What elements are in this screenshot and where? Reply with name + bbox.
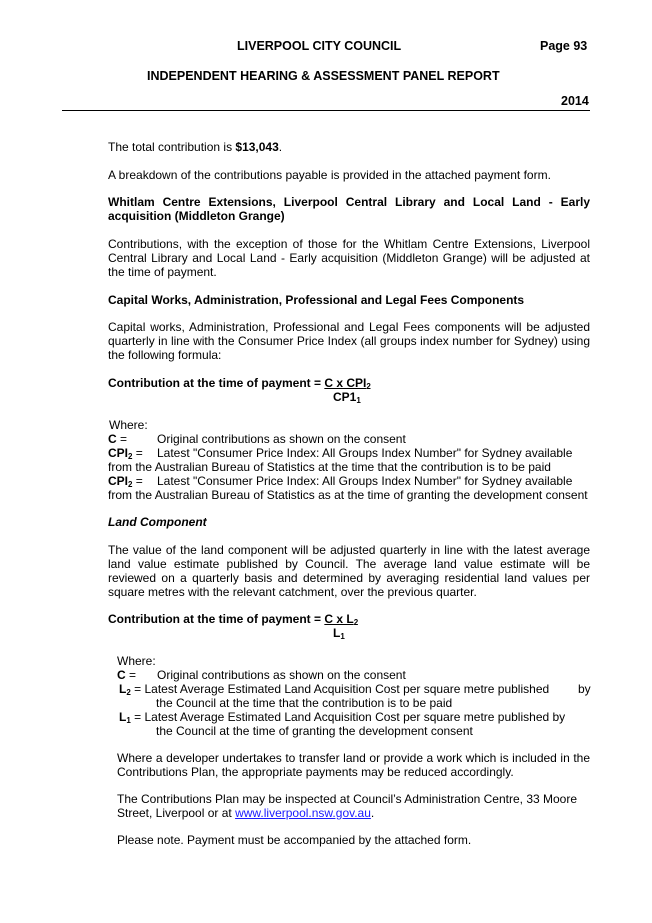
def2-l2 <box>119 682 549 696</box>
def2-l2-sub: 2 <box>126 688 131 697</box>
def-cpi2-text1: Latest "Consumer Price Index: All Groups Index Number" for Sydney available <box>157 446 573 460</box>
def-cpi1-eq: = <box>132 474 143 488</box>
capital-text: Capital works, Administration, Professional and Legal Fees components will be adjusted quarterly in line with the Consumer Price Index (all groups index number for Sydney) using the following formula: <box>108 320 590 362</box>
formula-cpi-label: Contribution at the time of payment = <box>108 376 325 390</box>
formula-cpi-num-sub: 2 <box>366 382 371 391</box>
breakdown-text: A breakdown of the contributions payable is provided in the attached payment form. <box>108 168 551 182</box>
payment-note: Please note. Payment must be accompanied by the attached form. <box>117 833 472 847</box>
where-label-2: Where: <box>117 654 156 668</box>
formula-cpi <box>108 376 371 390</box>
formula-cpi-den-sub: 1 <box>356 396 361 405</box>
formula-land-numerator <box>324 612 358 626</box>
def2-l1-text2: the Council at the time of granting the development consent <box>156 724 473 738</box>
total-amount: $13,043 <box>235 140 279 154</box>
whitlam-text: Contributions, with the exception of those for the Whitlam Centre Extensions, Liverpool Central Library and Local Land - Early acquisition (Middleton Grange) will be adjusted at the time of payment. <box>108 237 590 279</box>
def2-l2-text1: = Latest Average Estimated Land Acquisition Cost per square metre published <box>130 682 550 696</box>
formula-land-denominator <box>333 626 345 640</box>
def-cpi1-term-wrap <box>108 474 132 488</box>
def2-l2-term-wrap <box>119 682 131 696</box>
council-name: LIVERPOOL CITY COUNCIL <box>237 39 402 53</box>
formula-land-den-text: L <box>333 626 341 640</box>
page-number: Page 93 <box>540 39 588 53</box>
where-label-1: Where: <box>109 418 148 432</box>
whitlam-heading: Whitlam Centre Extensions, Liverpool Central Library and Local Land - Early acquisition (Middleton Grange) <box>108 195 590 223</box>
report-year: 2014 <box>561 94 589 108</box>
def-cpi2-term: CPI <box>108 446 129 460</box>
def2-c-term: C <box>117 668 126 682</box>
def-c-eq: = <box>116 432 128 446</box>
def2-l1-term: L <box>119 710 127 724</box>
header-divider <box>62 110 590 111</box>
def-cpi1-text1: Latest "Consumer Price Index: All Groups Index Number" for Sydney available <box>157 474 573 488</box>
def-cpi1-text2: from the Australian Bureau of Statistics as at the time of granting the development consent <box>108 488 588 502</box>
formula-land-label: Contribution at the time of payment = <box>108 612 325 626</box>
land-text: The value of the land component will be adjusted quarterly in line with the latest average land value estimate published by Council. The average land value estimate will be reviewed on a quarterly basis and determined by averaging residential land values per square metres with the relevant catchment, over the previous quarter. <box>108 543 590 599</box>
def2-l1 <box>119 710 565 724</box>
def-cpi2-term-wrap <box>108 446 132 460</box>
def-c <box>108 432 127 446</box>
def-c-text: Original contributions as shown on the consent <box>157 432 406 446</box>
formula-cpi-num-text: C x CPI <box>324 376 367 390</box>
def2-l1-text1: = Latest Average Estimated Land Acquisition Cost per square metre published by <box>130 710 566 724</box>
plan-text-prefix: Street, Liverpool or at <box>117 806 236 820</box>
total-suffix: . <box>278 140 283 154</box>
def2-l1-term-wrap <box>119 710 131 724</box>
def2-l1-sub: 1 <box>126 716 131 725</box>
formula-cpi-denominator <box>333 390 361 404</box>
formula-land-num-sub: 2 <box>353 618 359 627</box>
def-cpi1-term: CPI <box>108 474 129 488</box>
def2-c <box>117 668 136 682</box>
land-heading: Land Component <box>108 515 207 529</box>
def-cpi2-eq: = <box>132 446 143 460</box>
capital-heading: Capital Works, Administration, Professional and Legal Fees Components <box>108 293 525 307</box>
def-cpi1 <box>108 474 143 488</box>
total-contribution <box>108 140 282 154</box>
def2-c-eq: = <box>125 668 137 682</box>
formula-land <box>108 612 358 626</box>
council-website-link[interactable]: www.liverpool.nsw.gov.au <box>235 806 371 820</box>
def2-c-text: Original contributions as shown on the consent <box>157 668 406 682</box>
def2-l2-text2: the Council at the time that the contribution is to be paid <box>156 696 453 710</box>
def2-l2-by: by <box>578 682 591 696</box>
def-cpi2-sub: 2 <box>128 452 133 461</box>
def2-l2-term: L <box>119 682 127 696</box>
report-title: INDEPENDENT HEARING & ASSESSMENT PANEL REPORT <box>147 69 500 83</box>
plan-text-line2 <box>117 806 374 820</box>
total-prefix: The total contribution is <box>108 140 236 154</box>
formula-cpi-numerator <box>324 376 370 390</box>
developer-text: Where a developer undertakes to transfer land or provide a work which is included in the Contributions Plan, the appropriate payments may be reduced accordingly. <box>117 751 590 779</box>
def-c-term: C <box>108 432 117 446</box>
def-cpi2 <box>108 446 143 460</box>
def-cpi1-sub: 2 <box>128 480 133 489</box>
formula-cpi-den-text: CP1 <box>333 390 357 404</box>
def-cpi2-text2: from the Australian Bureau of Statistics at the time that the contribution is to be paid <box>108 460 551 474</box>
plan-text-suffix: . <box>370 806 375 820</box>
formula-land-num-text: C x L <box>324 612 354 626</box>
plan-text-line1: The Contributions Plan may be inspected at Council’s Administration Centre, 33 Moore <box>117 792 578 806</box>
formula-land-den-sub: 1 <box>340 632 345 641</box>
